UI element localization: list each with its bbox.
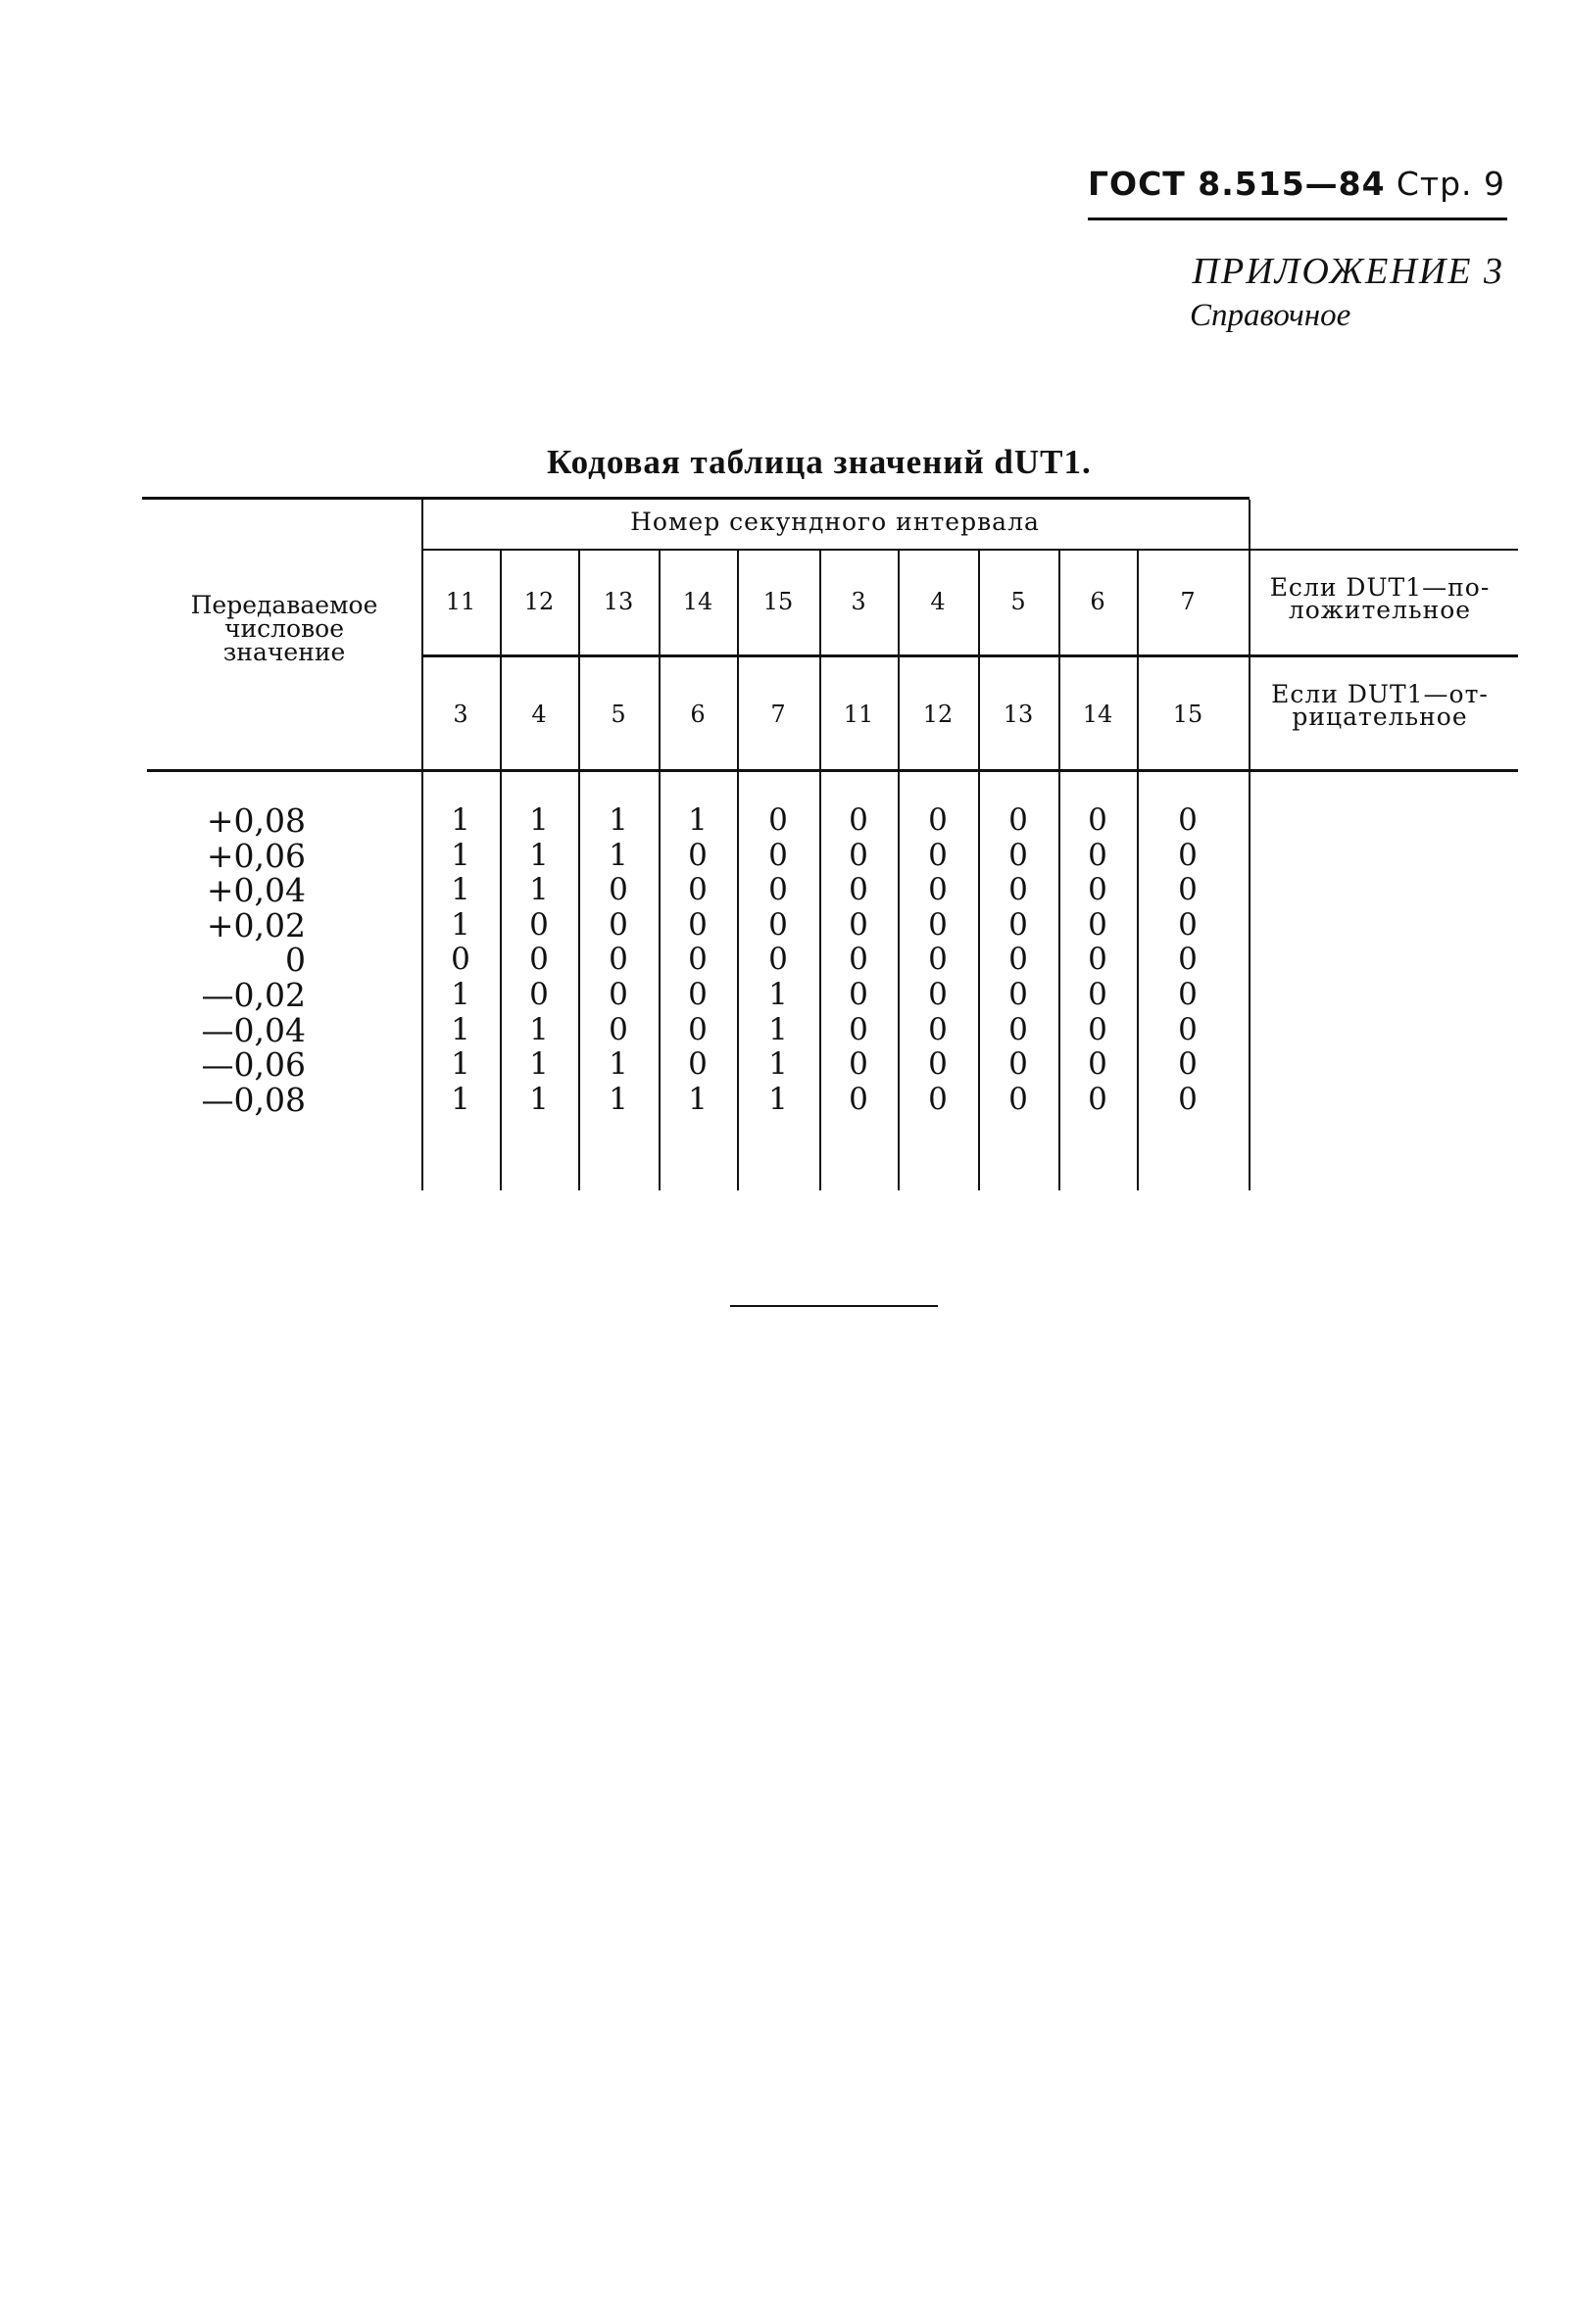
code-bit: 0	[1178, 872, 1198, 907]
code-bit: 1	[451, 872, 470, 907]
code-bit: 0	[1088, 942, 1107, 977]
transmitted-value: —0,08	[201, 1081, 306, 1119]
header-bottom-rule	[147, 769, 1518, 772]
code-bit: 0	[609, 872, 628, 907]
code-bit: 0	[1008, 907, 1028, 943]
code-bit: 0	[928, 977, 948, 1012]
second-number: 6	[1090, 588, 1105, 615]
code-bit: 0	[849, 1046, 868, 1082]
table-title: Кодовая таблица значений dUT1.	[547, 443, 1092, 481]
transmitted-value: +0,08	[206, 801, 306, 840]
code-bit: 1	[609, 1082, 628, 1117]
code-bit: 0	[688, 942, 708, 977]
transmitted-value: +0,06	[206, 837, 306, 875]
second-number: 12	[523, 588, 555, 615]
second-number: 11	[843, 701, 874, 728]
code-bit: 0	[1008, 802, 1028, 838]
code-bit: 0	[1088, 907, 1107, 943]
code-bit: 0	[1178, 942, 1198, 977]
code-bit: 0	[1088, 1082, 1107, 1117]
code-bit: 0	[849, 907, 868, 943]
code-bit: 0	[928, 942, 948, 977]
positive-label	[1252, 573, 1507, 624]
code-bit: 0	[529, 907, 549, 943]
code-bit: 1	[768, 1012, 788, 1047]
code-bit: 1	[768, 977, 788, 1012]
code-bit: 0	[1008, 838, 1028, 873]
appendix-title: ПРИЛОЖЕНИЕ 3	[1192, 251, 1504, 292]
second-number: 6	[690, 701, 706, 728]
code-bit: 0	[1178, 1082, 1198, 1117]
col-divider	[1058, 551, 1060, 1190]
col-divider	[1137, 551, 1139, 1190]
standard-number: ГОСТ 8.515—84	[1088, 165, 1386, 203]
second-number: 11	[445, 588, 476, 615]
code-bit: 0	[1178, 907, 1198, 943]
col-divider	[500, 551, 502, 1190]
transmitted-value: —0,06	[201, 1045, 306, 1084]
code-bit: 0	[928, 872, 948, 907]
second-number: 13	[1003, 701, 1034, 728]
code-bit: 0	[768, 907, 788, 943]
code-bit: 1	[609, 802, 628, 838]
code-bit: 0	[1088, 802, 1107, 838]
code-bit: 0	[451, 942, 470, 977]
negative-label-line: рицательное	[1292, 702, 1468, 731]
code-bit: 1	[609, 1046, 628, 1082]
code-bit: 1	[529, 838, 549, 873]
code-bit: 0	[849, 942, 868, 977]
negative-label	[1252, 680, 1507, 731]
code-bit: 0	[928, 1012, 948, 1047]
code-bit: 0	[609, 1012, 628, 1047]
code-bit: 1	[529, 1082, 549, 1117]
code-bit: 0	[928, 1082, 948, 1117]
code-bit: 0	[529, 942, 549, 977]
col-divider	[421, 500, 423, 1190]
code-bit: 0	[849, 1012, 868, 1047]
transmitted-value: —0,02	[201, 976, 306, 1014]
code-bit: 0	[928, 907, 948, 943]
code-bit: 0	[768, 802, 788, 838]
code-bit: 1	[451, 1012, 470, 1047]
code-bit: 0	[1088, 977, 1107, 1012]
header-rule	[1088, 218, 1507, 220]
negative-label-line: Если DUT1—от-	[1271, 680, 1489, 708]
code-bit: 0	[1008, 942, 1028, 977]
code-bit: 0	[688, 977, 708, 1012]
code-bit: 1	[451, 838, 470, 873]
code-bit: 0	[609, 907, 628, 943]
second-number: 4	[930, 588, 946, 615]
code-bit: 1	[768, 1046, 788, 1082]
table-top-rule	[142, 497, 1250, 500]
code-bit: 0	[688, 872, 708, 907]
code-bit: 0	[1088, 1046, 1107, 1082]
code-bit: 0	[928, 838, 948, 873]
code-bit: 0	[768, 838, 788, 873]
code-bit: 0	[688, 838, 708, 873]
transmitted-value: +0,02	[206, 906, 306, 944]
code-bit: 0	[849, 872, 868, 907]
code-bit: 0	[1178, 1012, 1198, 1047]
col-divider	[819, 551, 821, 1190]
value-header-line: Передаваемое	[190, 591, 378, 619]
end-rule	[730, 1305, 938, 1307]
code-bit: 0	[1008, 872, 1028, 907]
code-bit: 0	[849, 977, 868, 1012]
code-bit: 0	[688, 1046, 708, 1082]
second-number: 5	[611, 701, 626, 728]
middle-rule	[423, 654, 1518, 657]
transmitted-value: +0,04	[206, 871, 306, 909]
page-header	[1088, 165, 1505, 203]
col-divider	[978, 551, 980, 1190]
second-number: 4	[531, 701, 547, 728]
page-number: Стр. 9	[1396, 165, 1505, 203]
label-column-top-rule	[1249, 549, 1518, 551]
appendix-subtitle: Справочное	[1190, 298, 1351, 333]
code-bit: 1	[529, 872, 549, 907]
code-bit: 1	[609, 838, 628, 873]
code-bit: 0	[609, 977, 628, 1012]
code-bit: 1	[451, 977, 470, 1012]
second-number: 15	[1172, 701, 1203, 728]
second-number: 5	[1010, 588, 1026, 615]
code-bit: 0	[928, 802, 948, 838]
code-bit: 0	[1008, 1046, 1028, 1082]
code-bit: 1	[688, 1082, 708, 1117]
code-bit: 0	[849, 1082, 868, 1117]
positive-label-line: Если DUT1—по-	[1269, 573, 1491, 602]
code-bit: 0	[1178, 1046, 1198, 1082]
col-divider	[1249, 500, 1250, 1190]
code-bit: 1	[451, 802, 470, 838]
second-number: 14	[682, 588, 713, 615]
code-bit: 0	[688, 1012, 708, 1047]
code-bit: 1	[688, 802, 708, 838]
code-bit: 0	[1088, 1012, 1107, 1047]
interval-header: Номер секундного интервала	[630, 508, 1040, 536]
value-header	[147, 591, 421, 666]
code-bit: 1	[451, 1046, 470, 1082]
second-number: 12	[922, 701, 954, 728]
code-bit: 0	[688, 907, 708, 943]
col-divider	[659, 551, 661, 1190]
code-bit: 0	[849, 838, 868, 873]
code-bit: 0	[1088, 872, 1107, 907]
code-bit: 0	[529, 977, 549, 1012]
code-bit: 1	[451, 907, 470, 943]
second-number: 3	[851, 588, 866, 615]
code-bit: 0	[1008, 1012, 1028, 1047]
value-header-line: числовое	[223, 614, 345, 643]
value-header-line: значение	[222, 638, 346, 666]
code-bit: 0	[849, 802, 868, 838]
second-number: 14	[1082, 701, 1113, 728]
interval-header-rule	[423, 549, 1249, 551]
positive-label-line: ложительное	[1288, 596, 1472, 624]
code-bit: 1	[529, 1046, 549, 1082]
code-bit: 1	[451, 1082, 470, 1117]
code-bit: 0	[928, 1046, 948, 1082]
second-number: 7	[770, 701, 786, 728]
second-number: 13	[603, 588, 634, 615]
col-divider	[737, 551, 739, 1190]
col-divider	[898, 551, 900, 1190]
code-bit: 1	[529, 802, 549, 838]
code-bit: 0	[1178, 838, 1198, 873]
code-bit: 0	[1088, 838, 1107, 873]
transmitted-value: —0,04	[201, 1011, 306, 1049]
code-bit: 0	[1008, 977, 1028, 1012]
second-number: 7	[1180, 588, 1196, 615]
code-bit: 0	[1178, 977, 1198, 1012]
code-bit: 0	[1178, 802, 1198, 838]
second-number: 15	[762, 588, 794, 615]
transmitted-value: 0	[285, 941, 306, 979]
code-bit: 1	[529, 1012, 549, 1047]
second-number: 3	[453, 701, 468, 728]
code-bit: 0	[609, 942, 628, 977]
col-divider	[578, 551, 580, 1190]
code-bit: 0	[768, 942, 788, 977]
code-bit: 0	[768, 872, 788, 907]
code-bit: 0	[1008, 1082, 1028, 1117]
code-bit: 1	[768, 1082, 788, 1117]
